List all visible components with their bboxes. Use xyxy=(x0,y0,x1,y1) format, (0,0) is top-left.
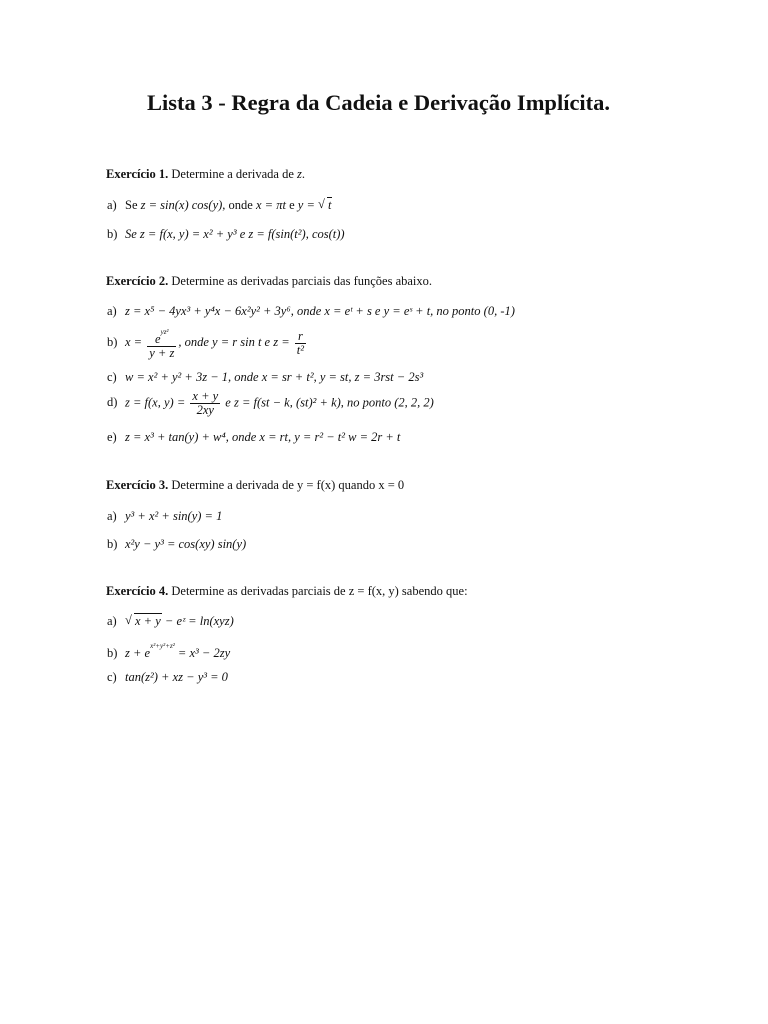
exercise-2-item-b xyxy=(107,326,308,360)
exercise-1-item-a xyxy=(107,198,332,213)
item-label: a) xyxy=(107,304,117,318)
fraction-numerator xyxy=(147,326,176,347)
item-label: d) xyxy=(107,395,118,410)
exercise-3-item-a xyxy=(107,509,222,524)
item-label: b) xyxy=(107,334,118,349)
item-e: e xyxy=(285,198,298,212)
exponent: x²+y²+z² xyxy=(150,642,175,650)
item-label: b) xyxy=(107,646,118,660)
fraction-2-denominator: t² xyxy=(296,342,305,357)
item-lhs: x = xyxy=(125,334,146,349)
fraction-numerator: x + y xyxy=(192,389,219,403)
fraction-2-numerator: r xyxy=(295,330,306,344)
item-text: z = x⁵ − 4yx³ + y⁴x − 6x²y² + 3y⁶, onde x = eᵗ + s e y = eˢ + t, no ponto (0, -1) xyxy=(125,304,515,318)
exercise-3-label: Exercício 3. xyxy=(106,478,169,492)
exercise-4-heading xyxy=(106,584,468,599)
item-label: b) xyxy=(107,227,118,241)
item-label: c) xyxy=(107,370,117,384)
item-text: tan(z²) + xz − y³ = 0 xyxy=(125,670,228,684)
item-expr: z = sin(x) cos(y) xyxy=(140,198,223,212)
item-pre: z + e xyxy=(125,646,151,660)
item-text: x²y − y³ = cos(xy) sin(y) xyxy=(125,537,247,551)
item-label: c) xyxy=(107,670,117,684)
item-text: z = x³ + tan(y) + w⁴, onde x = rt, y = r² − t² w = 2r + t xyxy=(125,430,401,444)
fraction-denominator: 2xy xyxy=(196,403,214,417)
exercise-2-text: Determine as derivadas parciais das funções abaixo. xyxy=(168,274,433,288)
exercise-4-item-a xyxy=(107,614,234,629)
exercise-2-label: Exercício 2. xyxy=(106,274,169,288)
item-label: a) xyxy=(107,614,117,628)
exercise-3-item-b xyxy=(107,537,246,552)
exercise-4-item-c xyxy=(107,670,228,685)
item-lhs: z = f(x, y) = xyxy=(125,395,189,410)
sqrt-radicand: x + y xyxy=(135,614,161,628)
exercise-4-item-b xyxy=(107,642,230,661)
page-title: Lista 3 - Regra da Cadeia e Derivação Implícita. xyxy=(147,90,611,115)
exercise-1-text: Determine a derivada de xyxy=(168,167,298,181)
numerator-exponent: yz² xyxy=(160,328,169,336)
item-pre: Se xyxy=(125,198,141,212)
exercise-3-text: Determine a derivada de y = f(x) quando x = 0 xyxy=(168,478,405,492)
exercise-2-heading xyxy=(106,274,432,289)
exercise-1-end: . xyxy=(301,167,306,181)
exercise-1-item-b xyxy=(107,227,345,242)
item-text: w = x² + y² + 3z − 1, onde x = sr + t², y = st, z = 3rst − 2s³ xyxy=(125,370,424,384)
exercise-3-heading xyxy=(106,478,404,493)
item-label: b) xyxy=(107,537,118,551)
exercise-4-text: Determine as derivadas parciais de z = f(x, y) sabendo que: xyxy=(168,584,468,598)
exercise-2-item-a xyxy=(107,304,515,319)
item-y: y = xyxy=(297,198,318,212)
sqrt-symbol xyxy=(125,614,162,629)
exercise-2-item-d xyxy=(107,390,434,417)
item-text: y³ + x² + sin(y) = 1 xyxy=(125,509,223,523)
exercise-1-heading xyxy=(106,167,305,182)
item-rest: − eᶻ = ln(xyz) xyxy=(161,614,234,628)
sqrt-radicand: t xyxy=(328,198,332,212)
numerator-base: e xyxy=(155,332,161,346)
fraction-2 xyxy=(295,330,306,357)
item-x: x = πt xyxy=(255,198,286,212)
item-rest: = x³ − 2zy xyxy=(174,646,231,660)
sqrt-symbol xyxy=(318,198,332,213)
item-label: a) xyxy=(107,198,117,212)
item-text: Se z = f(x, y) = x² + y³ e z = f(sin(t²), cos(t)) xyxy=(125,227,345,241)
item-label: a) xyxy=(107,509,117,523)
exercise-2-item-c xyxy=(107,370,423,385)
fraction xyxy=(147,326,176,360)
item-mid: , onde xyxy=(222,198,256,212)
exercise-1-var: z xyxy=(297,167,302,181)
fraction xyxy=(190,390,220,417)
item-mid: , onde y = r sin t e z = xyxy=(178,334,293,349)
item-rest: e z = f(st − k, (st)² + k), no ponto (2, 2, 2) xyxy=(222,395,434,410)
exercise-4-label: Exercício 4. xyxy=(106,584,169,598)
exercise-1-label: Exercício 1. xyxy=(106,167,169,181)
item-label: e) xyxy=(107,430,117,444)
fraction-denominator: y + z xyxy=(149,346,175,360)
exercise-2-item-e xyxy=(107,430,400,445)
